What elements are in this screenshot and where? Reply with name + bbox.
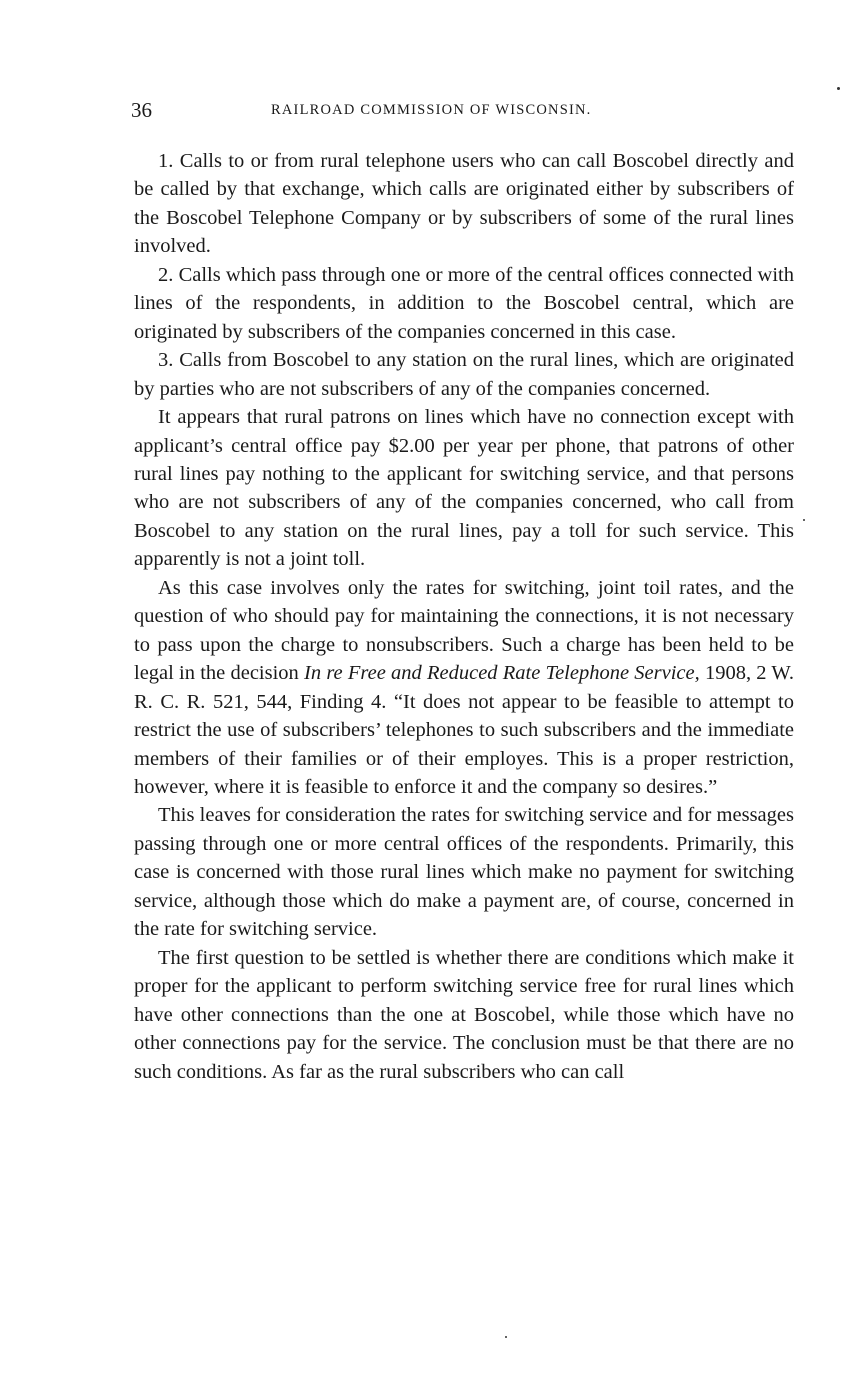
running-head: RAILROAD COMMISSION OF WISCONSIN. <box>271 102 592 118</box>
paragraph-consideration: This leaves for consideration the rates for switching service and for messages passing through one or more central offices of the respondents. Primarily, this case is concerned with those rural lines which make no payment for switching service, although those which do make a payment are, of course, concerned in the rate for switching service. <box>134 804 794 941</box>
paragraph-patrons: It appears that rural patrons on lines which have no connection except with applicant’s central office pay $2.00 per year per phone, that patrons of other rural lines pay nothing to the applicant for switching service, and that persons who are not subscribers of any of the companies concerned, who call from Boscobel to any station on the rural lines, pay a toll for such service. This apparently is not a joint toll. <box>134 406 794 571</box>
paragraph-switching-rates-before: As this case involves only the rates for switching, joint toil rates, and the question of who should pay for maintaining the connections, it is not necessary to pass upon the charge to nonsubscribers. Such a charge has been held to be legal in the decision <box>134 576 794 685</box>
page-number: 36 <box>131 98 152 122</box>
print-speck <box>803 519 805 521</box>
paragraph-item-1: 1. Calls to or from rural telephone users who can call Boscobel directly and be called by that exchange, which calls are originated either by subscribers of the Boscobel Telephone Company or by subscribers of some of the rural lines involved. <box>134 150 794 258</box>
paragraph-first-question: The first question to be settled is whether there are conditions which make it proper for the applicant to perform switching service free for rural lines which have other connections than the one at Boscobel, while those which have no other connections pay for the service. The conclusion must be that there are no such conditions. As far as the rural subscribers who can call <box>134 946 794 1083</box>
print-speck <box>837 87 840 90</box>
paragraph-switching-rates <box>134 574 794 802</box>
page-header <box>131 98 795 126</box>
paragraph-item-3: 3. Calls from Boscobel to any station on the rural lines, which are originated by parties who are not subscribers of any of the companies concerned. <box>134 349 794 400</box>
paragraph-switching-rates-after: 1908, 2 W. R. C. R. 521, 544, Finding 4. “It does not appear to be feasible to attempt to restrict the use of subscribers’ telephones to such subscribers and the immediate members of their families or of their employes. This is a proper restriction, however, where it is feasible to enforce it and the company so desires.” <box>134 662 794 798</box>
body-text <box>134 147 794 1086</box>
case-citation: In re Free and Reduced Rate Telephone Service, <box>304 662 700 685</box>
print-speck <box>505 1336 507 1338</box>
paragraph-item-2: 2. Calls which pass through one or more of the central offices connected with lines of the respondents, in addition to the Boscobel central, which are originated by subscribers of the companies concerned in this case. <box>134 263 794 343</box>
